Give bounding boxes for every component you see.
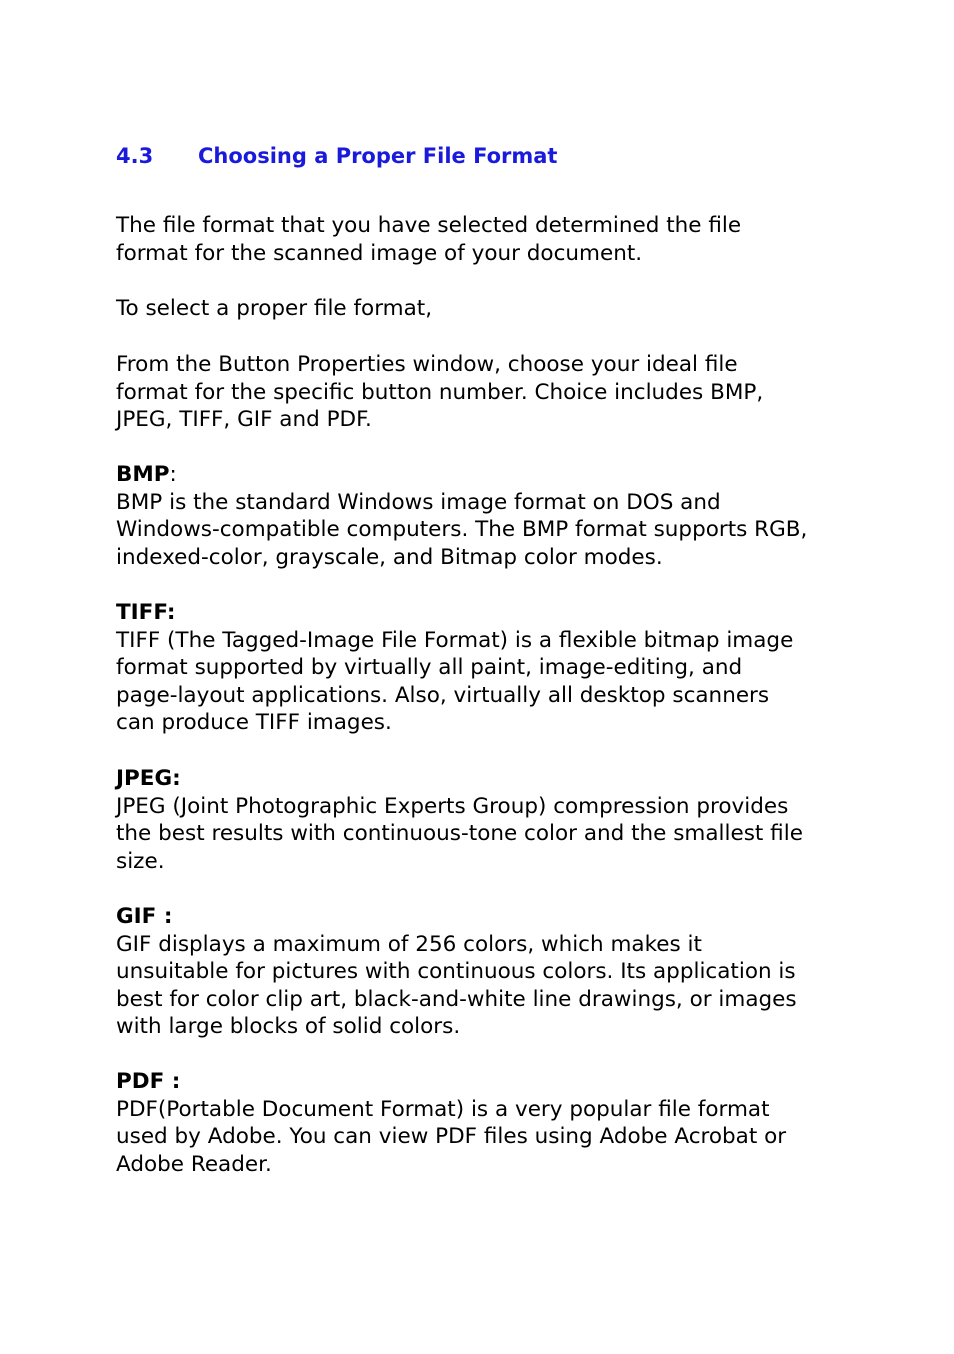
format-description: TIFF (The Tagged-Image File Format) is a flexible bitmap image format supported by virtually all paint, image-editing, and page-layout applications. Also, virtually all desktop scanners can produce TIFF images. (116, 627, 794, 735)
format-term-line (116, 765, 876, 793)
format-term: BMP (116, 462, 170, 487)
format-term-line (116, 461, 876, 489)
section-title: Choosing a Proper File Format (198, 144, 558, 168)
format-jpeg (116, 765, 876, 875)
intro-paragraph-1 (116, 212, 876, 267)
format-term: JPEG: (116, 766, 181, 791)
intro-text-3: From the Button Properties window, choose your ideal file format for the specific button number. Choice includes BMP, JPEG, TIFF, GIF and PDF. (116, 352, 764, 432)
format-description: BMP is the standard Windows image format on DOS and Windows-compatible computers. The BMP format supports RGB, indexed-color, grayscale, and Bitmap color modes. (116, 489, 808, 570)
format-term-line (116, 903, 876, 931)
format-tiff (116, 599, 876, 737)
intro-paragraph-2 (116, 295, 876, 323)
format-gif (116, 903, 876, 1041)
section-number: 4.3 (116, 144, 154, 168)
format-term-line (116, 599, 876, 627)
format-description: JPEG (Joint Photographic Experts Group) compression provides the best results with continuous-tone color and the smallest file size. (116, 793, 803, 874)
format-term: PDF : (116, 1069, 181, 1094)
intro-paragraph-3 (116, 351, 876, 434)
format-term: TIFF: (116, 600, 176, 625)
format-pdf (116, 1068, 876, 1178)
format-term: GIF : (116, 904, 173, 929)
intro-text-1: The file format that you have selected determined the file format for the scanned image of your document. (116, 213, 742, 266)
format-description: GIF displays a maximum of 256 colors, which makes it unsuitable for pictures with continuous colors. Its application is best for color clip art, black-and-white line drawings, or images with large blocks of solid colors. (116, 931, 797, 1039)
format-bmp (116, 461, 876, 571)
format-description: PDF(Portable Document Format) is a very popular file format used by Adobe. You can view PDF files using Adobe Acrobat or Adobe Reader. (116, 1096, 787, 1177)
section-heading (116, 144, 557, 168)
intro-text-2: To select a proper file format, (116, 296, 433, 321)
format-term-line (116, 1068, 876, 1096)
format-term-suffix: : (169, 462, 177, 487)
